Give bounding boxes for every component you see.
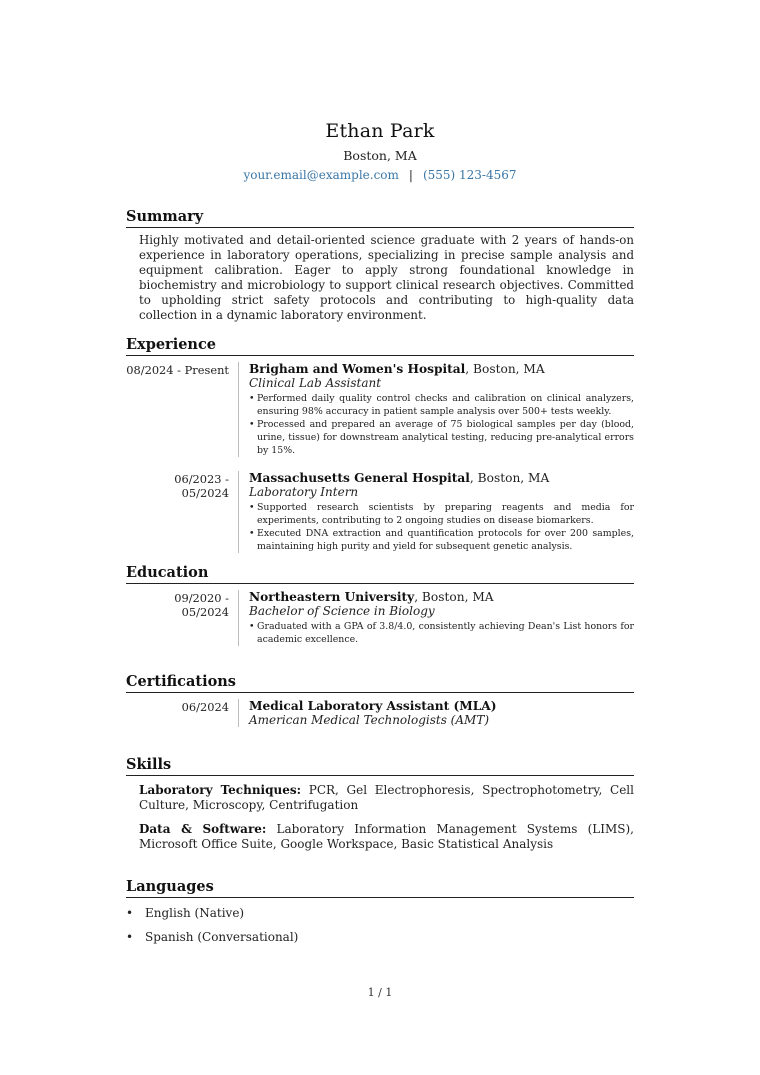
institution-name: Northeastern University bbox=[249, 590, 415, 604]
contact-separator: | bbox=[408, 168, 413, 182]
organization-location: , Boston, MA bbox=[465, 362, 545, 376]
list-item: • Performed daily quality control checks and calibration on clinical analyzers, ensuring 98% accuracy in patient sample analysis over 500+ tests weekly. bbox=[249, 392, 634, 418]
entry-organization bbox=[249, 471, 634, 485]
certification-name bbox=[249, 699, 634, 713]
candidate-name: Ethan Park bbox=[325, 120, 435, 142]
section-title-skills: Skills bbox=[126, 756, 634, 776]
skill-value: PCR, Gel Electrophoresis, Spectrophotometry, Cell Culture, Microscopy, Centrifugation bbox=[139, 783, 634, 812]
entry-date: 09/2020 - 05/2024 bbox=[174, 591, 229, 619]
entry-date: 06/2024 bbox=[181, 700, 229, 714]
email-link[interactable]: your.email@example.com bbox=[243, 168, 399, 182]
skill-line bbox=[139, 822, 634, 852]
experience-entry bbox=[126, 471, 634, 553]
summary-section bbox=[126, 208, 634, 323]
skill-line bbox=[139, 783, 634, 813]
languages-section bbox=[126, 878, 634, 954]
entry-organization bbox=[249, 362, 634, 376]
entry-body bbox=[238, 699, 634, 727]
list-item: • Graduated with a GPA of 3.8/4.0, consistently achieving Dean's List honors for academic excellence. bbox=[249, 620, 634, 646]
languages-list bbox=[126, 906, 634, 954]
skill-label: Data & Software: bbox=[139, 822, 267, 836]
certification-entry bbox=[126, 699, 634, 727]
resume-header bbox=[0, 120, 760, 182]
degree-name: Bachelor of Science in Biology bbox=[249, 604, 435, 618]
entry-bullets bbox=[249, 620, 634, 646]
education-section bbox=[126, 564, 634, 646]
list-item: • English (Native) bbox=[126, 906, 634, 930]
page-number: 1 / 1 bbox=[367, 986, 393, 999]
section-title-languages: Languages bbox=[126, 878, 634, 898]
entry-bullets bbox=[249, 392, 634, 457]
section-title-education: Education bbox=[126, 564, 634, 584]
candidate-location: Boston, MA bbox=[343, 148, 417, 163]
entry-date: 06/2023 - 05/2024 bbox=[174, 472, 229, 500]
entry-role: Clinical Lab Assistant bbox=[249, 376, 382, 390]
entry-bullets bbox=[249, 501, 634, 553]
list-item: • Spanish (Conversational) bbox=[126, 930, 634, 954]
organization-location: , Boston, MA bbox=[469, 471, 550, 485]
section-title-summary: Summary bbox=[126, 208, 634, 228]
list-item: • Processed and prepared an average of 75 biological samples per day (blood, urine, tissue) for downstream analytical testing, reducing pre-analytical errors by 15%. bbox=[249, 418, 634, 457]
certification-title: Medical Laboratory Assistant (MLA) bbox=[249, 699, 497, 713]
skill-value: Laboratory Information Management Systems (LIMS), Microsoft Office Suite, Google Workspace, Basic Statistical Analysis bbox=[139, 822, 634, 851]
experience-entry bbox=[126, 362, 634, 457]
list-item: • Executed DNA extraction and quantification protocols for over 200 samples, maintaining high purity and yield for subsequent genetic analysis. bbox=[249, 527, 634, 553]
experience-section bbox=[126, 336, 634, 553]
skills-section bbox=[126, 756, 634, 852]
section-title-experience: Experience bbox=[126, 336, 634, 356]
institution-location: , Boston, MA bbox=[414, 590, 494, 604]
entry-body bbox=[238, 362, 634, 457]
certification-issuer: American Medical Technologists (AMT) bbox=[249, 713, 490, 727]
phone-link[interactable]: (555) 123-4567 bbox=[422, 168, 517, 182]
entry-date: 08/2024 - Present bbox=[126, 363, 229, 377]
certifications-section bbox=[126, 673, 634, 727]
education-entry bbox=[126, 590, 634, 646]
contact-line bbox=[0, 168, 760, 182]
list-item: • Supported research scientists by preparing reagents and media for experiments, contributing to 2 ongoing studies on disease biomarkers. bbox=[249, 501, 634, 527]
entry-role: Laboratory Intern bbox=[249, 485, 359, 499]
organization-name: Brigham and Women's Hospital bbox=[249, 362, 466, 376]
skill-label: Laboratory Techniques: bbox=[139, 783, 302, 797]
section-title-certifications: Certifications bbox=[126, 673, 634, 693]
entry-body bbox=[238, 471, 634, 553]
entry-body bbox=[238, 590, 634, 646]
entry-organization bbox=[249, 590, 634, 604]
summary-text: Highly motivated and detail-oriented science graduate with 2 years of hands-on experience in laboratory operations, specializing in precise sample analysis and equipment calibration. Eager to apply strong foundational knowledge in biochemistry and microbiology to support clinical research objectives. Committed to upholding strict safety protocols and contributing to high-quality data collection in a dynamic laboratory environment. bbox=[139, 233, 634, 322]
organization-name: Massachusetts General Hospital bbox=[249, 471, 470, 485]
